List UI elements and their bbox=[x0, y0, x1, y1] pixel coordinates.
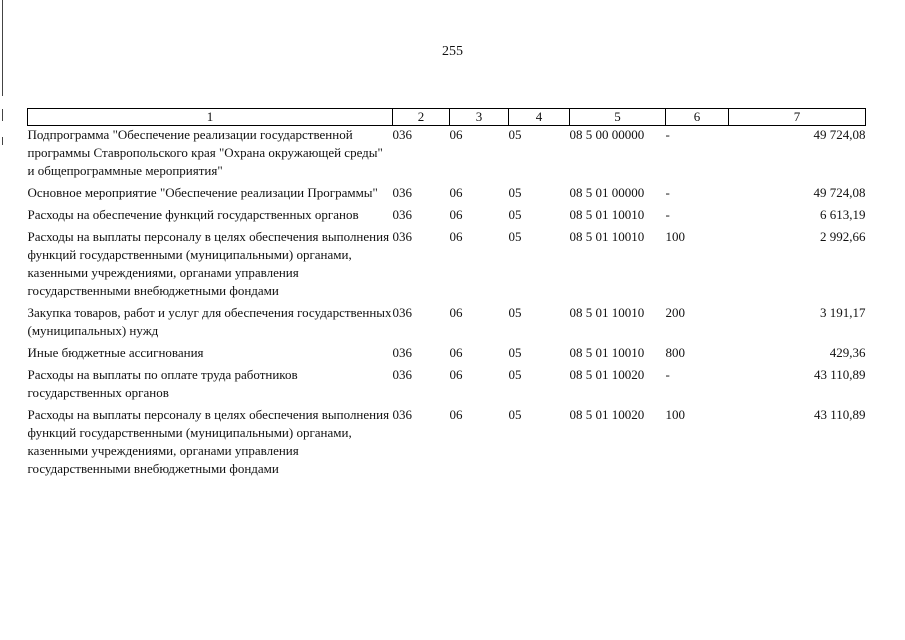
row-expense-type: 200 bbox=[665, 305, 685, 320]
header-col-2: 2 bbox=[393, 109, 450, 126]
row-subsection-code: 05 bbox=[508, 345, 522, 360]
row-amount: 49 724,08 bbox=[813, 185, 866, 200]
row-section-code: 06 bbox=[449, 367, 463, 382]
row-section-code: 06 bbox=[449, 407, 463, 422]
page-number: 255 bbox=[442, 44, 463, 59]
row-section-code: 06 bbox=[449, 345, 463, 360]
row-target-article: 08 5 00 00000 bbox=[569, 127, 645, 142]
row-subsection-code: 05 bbox=[508, 127, 522, 142]
row-amount: 43 110,89 bbox=[813, 367, 866, 382]
row-target-article: 08 5 01 10020 bbox=[569, 407, 645, 422]
row-expense-type: 100 bbox=[665, 229, 685, 244]
row-expense-type: 100 bbox=[665, 407, 685, 422]
row-name: Расходы на обеспечение функций государственных органов bbox=[27, 207, 359, 222]
row-expense-type: - bbox=[665, 127, 670, 142]
row-section-code: 06 bbox=[449, 305, 463, 320]
row-subsection-code: 05 bbox=[508, 207, 522, 222]
row-target-article: 08 5 01 10010 bbox=[569, 345, 645, 360]
row-name: Расходы на выплаты по оплате труда работников государственных органов bbox=[27, 367, 298, 400]
row-ministry-code: 036 bbox=[392, 207, 412, 222]
row-amount: 3 191,17 bbox=[820, 305, 866, 320]
row-ministry-code: 036 bbox=[392, 305, 412, 320]
row-section-code: 06 bbox=[449, 229, 463, 244]
budget-table bbox=[27, 108, 866, 482]
row-expense-type: - bbox=[665, 207, 670, 222]
header-col-4: 4 bbox=[509, 109, 570, 126]
row-name: Закупка товаров, работ и услуг для обеспечения государственных (муниципальных) нужд bbox=[27, 305, 392, 338]
header-col-5: 5 bbox=[570, 109, 666, 126]
row-subsection-code: 05 bbox=[508, 407, 522, 422]
row-name: Иные бюджетные ассигнования bbox=[27, 345, 204, 360]
row-name: Подпрограмма "Обеспечение реализации государственной программы Ставропольского края "Охрана окружающей среды" и общепрограммные мероприятия" bbox=[27, 127, 383, 178]
row-name: Основное мероприятие "Обеспечение реализации Программы" bbox=[27, 185, 378, 200]
row-amount: 43 110,89 bbox=[813, 407, 866, 422]
table-row bbox=[28, 126, 866, 185]
table-row bbox=[28, 366, 866, 406]
row-section-code: 06 bbox=[449, 127, 463, 142]
header-col-3: 3 bbox=[450, 109, 509, 126]
margin-line-mark-1 bbox=[2, 109, 3, 121]
header-col-6: 6 bbox=[666, 109, 729, 126]
row-target-article: 08 5 01 10010 bbox=[569, 207, 645, 222]
row-ministry-code: 036 bbox=[392, 407, 412, 422]
table-row bbox=[28, 406, 866, 482]
row-subsection-code: 05 bbox=[508, 305, 522, 320]
row-ministry-code: 036 bbox=[392, 345, 412, 360]
row-ministry-code: 036 bbox=[392, 127, 412, 142]
row-section-code: 06 bbox=[449, 207, 463, 222]
table-row bbox=[28, 344, 866, 366]
header-col-7: 7 bbox=[729, 109, 866, 126]
header-row bbox=[28, 109, 866, 126]
row-expense-type: - bbox=[665, 367, 670, 382]
row-ministry-code: 036 bbox=[392, 185, 412, 200]
table-row bbox=[28, 184, 866, 206]
table-row bbox=[28, 206, 866, 228]
row-target-article: 08 5 01 10010 bbox=[569, 305, 645, 320]
row-amount: 2 992,66 bbox=[820, 229, 866, 244]
row-ministry-code: 036 bbox=[392, 229, 412, 244]
row-ministry-code: 036 bbox=[392, 367, 412, 382]
row-expense-type: - bbox=[665, 185, 670, 200]
row-subsection-code: 05 bbox=[508, 229, 522, 244]
row-name: Расходы на выплаты персоналу в целях обеспечения выполнения функций государственными (муниципальными) органами, казенными учреждениями, органами управления государственными внебюджетными фондами bbox=[27, 407, 390, 476]
margin-line-mark-2 bbox=[2, 137, 3, 145]
table-row bbox=[28, 228, 866, 304]
row-target-article: 08 5 01 10020 bbox=[569, 367, 645, 382]
header-col-1: 1 bbox=[28, 109, 393, 126]
row-subsection-code: 05 bbox=[508, 185, 522, 200]
row-amount: 49 724,08 bbox=[813, 127, 866, 142]
row-section-code: 06 bbox=[449, 185, 463, 200]
row-target-article: 08 5 01 00000 bbox=[569, 185, 645, 200]
row-name: Расходы на выплаты персоналу в целях обеспечения выполнения функций государственными (муниципальными) органами, казенными учреждениями, органами управления государственными внебюджетными фондами bbox=[27, 229, 390, 298]
row-amount: 6 613,19 bbox=[820, 207, 866, 222]
row-target-article: 08 5 01 10010 bbox=[569, 229, 645, 244]
row-expense-type: 800 bbox=[665, 345, 685, 360]
table-row bbox=[28, 304, 866, 344]
row-amount: 429,36 bbox=[829, 345, 866, 360]
row-subsection-code: 05 bbox=[508, 367, 522, 382]
